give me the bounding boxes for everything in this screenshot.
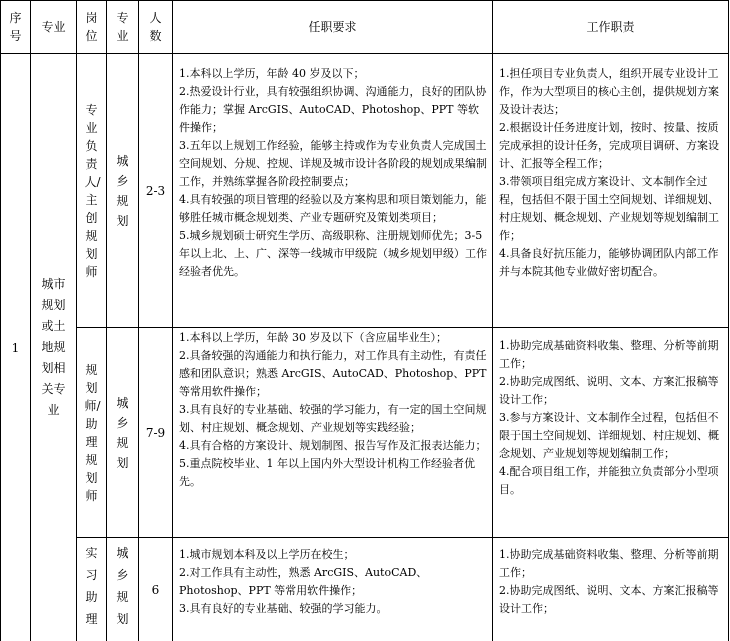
group-index: 1: [11, 340, 20, 355]
table-row-2-requirements: 1.本科以上学历，年龄 30 岁及以下（含应届毕业生）； 2.具备较强的沟通能力和执行能力，对工作具有主动性，有责任感和团队意识；熟悉 ArcGIS、AutoCAD、Photoshop、PPT 等常用软件操作； 3.具有良好的专业基础、较强的学习能力，有一定的国土空间规划、村庄规划、概念规划、产业规划等实践经验； 4.具有合格的方案设计、规划制图、报告写作及汇报表达能力； 5.重点院校毕业、1 年以上国内外大型设计机构工作经验者优先。: [179, 331, 487, 488]
table-row-1-count: 2-3: [145, 183, 166, 198]
table-row-1-specialty: 城乡规划: [116, 153, 129, 228]
table-row-3-duties: 1.协助完成基础资料收集、整理、分析等前期工作； 2.协助完成图纸、说明、文本、方案汇报稿等设计工作；: [499, 548, 719, 615]
header-specialty: 专业: [116, 11, 129, 43]
table-row-1-duties: 1.担任项目专业负责人，组织开展专业设计工作，作为大型项目的核心主创，提供规划方案及设计表达； 2.根据设计任务进度计划，按时、按量、按质完成承担的设计任务，完成项目调研、方案设计、汇报等全程工作； 3.带领项目组完成方案设计、文本制作全过程，包括但不限于国土空间规划、详细规划、村庄规划、概念规划、产业规划等规划编制工作； 4.具备良好抗压能力，能够协调团队内部工作并与本院其他专业做好密切配合。: [499, 67, 719, 278]
row-divider-2: [76, 537, 729, 538]
table-row-1-position: 专业负责人/主创规划师: [84, 102, 101, 279]
table-row-3-count: 6: [151, 582, 160, 597]
header-index: 序号: [9, 11, 22, 43]
table-row-3-specialty: 城乡规划: [116, 546, 129, 626]
header-count: 人数: [149, 11, 162, 43]
table-row-3-position: 实习助理: [85, 546, 98, 626]
table-row-2-duties: 1.协助完成基础资料收集、整理、分析等前期工作； 2.协助完成图纸、说明、文本、方案汇报稿等设计工作； 3.参与方案设计、文本制作全过程，包括但不限于国土空间规划、详细规划、村庄规划、概念规划、产业规划等规划编制工作； 4.配合项目组工作，并能独立负责部分小型项目。: [499, 339, 719, 496]
table-border-right: [728, 0, 729, 641]
table-row-2-position: 规划师/助理规划师: [84, 362, 101, 503]
header-major: 专业: [41, 19, 66, 34]
table-row-2-specialty: 城乡规划: [116, 395, 129, 470]
table-row-2-count: 7-9: [145, 425, 166, 440]
header-requirements: 任职要求: [308, 19, 357, 34]
header-position: 岗位: [85, 11, 98, 43]
table-row-1-requirements: 1.本科以上学历，年龄 40 岁及以下； 2.热爱设计行业，具有较强组织协调、沟通能力，良好的团队协作能力；掌握 ArcGIS、AutoCAD、Photoshop、PPT 等软件操作； 3.五年以上规划工作经验，能够主持或作为专业负责人完成国土空间规划、分规、控规、详规及城市设计各阶段的规划成果编制工作，并熟练掌握各阶段控制要点； 4.具有较强的项目管理的经验以及方案构思和项目策划能力，能够胜任城市概念规划类、产业专题研究及策划类项目； 5.城乡规划硕士研究生学历、高级职称、注册规划师优先；3-5 年以上北、上、广、深等一线城市甲级院（城乡规划甲级）工作经验者优先。: [179, 67, 487, 278]
header-duties: 工作职责: [586, 19, 635, 34]
table-row-3-requirements: 1.城市规划本科及以上学历在校生； 2.对工作具有主动性，熟悉 ArcGIS、AutoCAD、Photoshop、PPT 等常用软件操作； 3.具有良好的专业基础、较强的学习能力。: [179, 548, 428, 615]
group-major: 城市规划或土地规划相关专业: [41, 277, 66, 417]
